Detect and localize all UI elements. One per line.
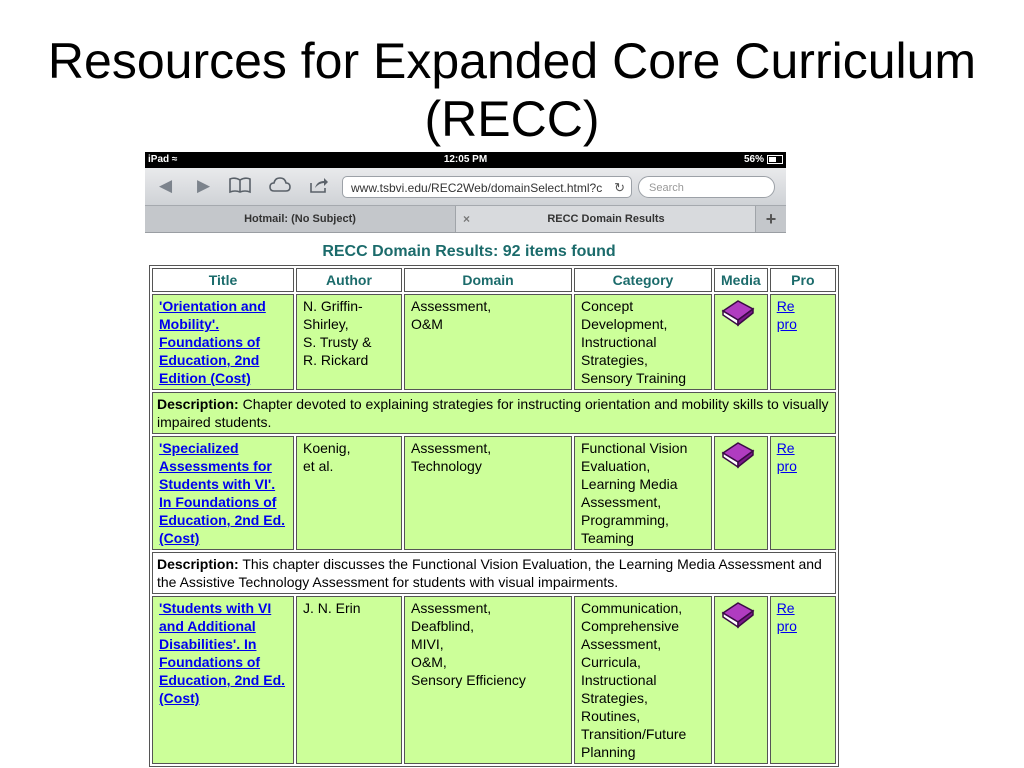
description-cell: [152, 392, 836, 434]
cell-media: [714, 596, 768, 764]
cell-provider: [770, 436, 836, 550]
provider-link[interactable]: Re pro: [776, 600, 797, 634]
cell-media: [714, 436, 768, 550]
cell-category: Concept Development, Instructional Strategies, Sensory Training: [574, 294, 712, 390]
status-bar: [145, 152, 786, 168]
wifi-icon: ≈: [171, 154, 178, 165]
reload-icon[interactable]: ↻: [614, 180, 625, 195]
resource-title-link[interactable]: 'Orientation and Mobility'. Foundations of Education, 2nd Edition (Cost): [159, 298, 266, 386]
description-label: Description:: [157, 396, 239, 412]
column-header-author: Author: [296, 268, 402, 292]
description-row: [152, 392, 836, 434]
cell-category: Functional Vision Evaluation, Learning Media Assessment, Programming, Teaming: [574, 436, 712, 550]
description-row: [152, 552, 836, 594]
cell-author: Koenig, et al.: [296, 436, 402, 550]
column-header-title: Title: [152, 268, 294, 292]
search-input[interactable]: Search: [638, 176, 775, 198]
cell-media: [714, 294, 768, 390]
cell-domain: Assessment, Technology: [404, 436, 572, 550]
table-row: [152, 436, 836, 550]
cell-title: [152, 596, 294, 764]
cell-category: Communication, Comprehensive Assessment, Curricula, Instructional Strategies, Routines, Transition/Future Planning: [574, 596, 712, 764]
column-header-domain: Domain: [404, 268, 572, 292]
tab-hotmail[interactable]: Hotmail: (No Subject): [244, 213, 356, 225]
description-text: Chapter devoted to explaining strategies for instructing orientation and mobility skills to visually impaired students.: [157, 396, 829, 430]
status-right: [744, 154, 783, 165]
results-heading: RECC Domain Results: 92 items found: [322, 243, 616, 260]
provider-link[interactable]: Re pro: [776, 298, 797, 332]
share-icon[interactable]: [309, 177, 329, 196]
tab-bar: [145, 206, 786, 233]
new-tab-button[interactable]: +: [755, 206, 786, 232]
back-arrow-icon[interactable]: ◀: [159, 176, 173, 195]
cell-author: J. N. Erin: [296, 596, 402, 764]
resource-title-link[interactable]: 'Specialized Assessments for Students with VI'. In Foundations of Education, 2nd Ed. (Cost): [159, 440, 286, 546]
table-row: [152, 294, 836, 390]
description-text: This chapter discusses the Functional Vision Evaluation, the Learning Media Assessment and the Assistive Technology Assessment for students with visual impairments.: [157, 556, 822, 590]
slide-title: Resources for Expanded Core Curriculum (RECC): [47, 33, 977, 147]
table-row: [152, 596, 836, 764]
cell-provider: [770, 294, 836, 390]
results-table: [149, 265, 839, 767]
web-page: [145, 233, 829, 767]
cloud-icon[interactable]: [269, 177, 291, 196]
provider-link[interactable]: Re pro: [776, 440, 797, 474]
description-label: Description:: [157, 556, 239, 572]
cell-provider: [770, 596, 836, 764]
bookmarks-icon[interactable]: [229, 177, 251, 196]
table-header-row: [152, 268, 836, 292]
close-tab-icon[interactable]: ×: [463, 212, 471, 226]
browser-toolbar: [145, 168, 786, 206]
resource-title-link[interactable]: 'Students with VI and Additional Disabilities'. In Foundations of Education, 2nd Ed. (Cost): [159, 600, 286, 706]
tab-recc-label: RECC Domain Results: [547, 213, 665, 225]
clock: 12:05 PM: [443, 154, 488, 165]
battery-icon: [767, 155, 783, 164]
cell-domain: Assessment, Deafblind, MIVI, O&M, Sensory Efficiency: [404, 596, 572, 764]
cell-domain: Assessment, O&M: [404, 294, 572, 390]
cell-title: [152, 436, 294, 550]
column-header-category: Category: [574, 268, 712, 292]
tab-recc-domain-results[interactable]: [455, 206, 756, 232]
book-icon[interactable]: [721, 439, 755, 469]
ipad-screenshot: [145, 152, 829, 768]
cell-title: [152, 294, 294, 390]
column-header-provider: Pro: [770, 268, 836, 292]
description-cell: [152, 552, 836, 594]
device-label: iPad: [148, 154, 170, 165]
forward-arrow-icon[interactable]: ▶: [197, 176, 211, 195]
column-header-media: Media: [714, 268, 768, 292]
address-bar[interactable]: [342, 176, 632, 198]
cell-author: N. Griffin- Shirley, S. Trusty & R. Rickard: [296, 294, 402, 390]
battery-percent: 56%: [743, 154, 764, 165]
book-icon[interactable]: [721, 297, 755, 327]
book-icon[interactable]: [721, 599, 755, 629]
url-text: www.tsbvi.edu/REC2Web/domainSelect.html?c: [351, 181, 603, 195]
